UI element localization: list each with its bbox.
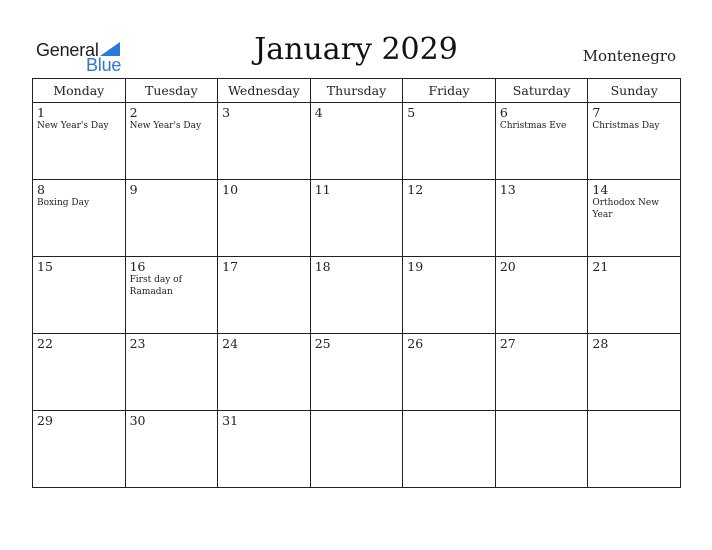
day-number: 30	[129, 413, 146, 428]
day-number: 10	[222, 182, 239, 197]
day-cell	[218, 257, 311, 334]
weekday-header: Wednesday	[218, 79, 311, 103]
day-cell	[403, 103, 496, 180]
day-number: 21	[592, 259, 609, 274]
day-cell	[588, 411, 681, 488]
day-number: 16	[129, 259, 146, 274]
day-cell	[218, 180, 311, 257]
day-cell	[125, 411, 218, 488]
week-row	[33, 411, 681, 488]
day-number: 6	[499, 105, 508, 120]
day-number: 14	[592, 182, 609, 197]
day-number: 22	[37, 336, 53, 351]
holiday-label: New Year's Day	[37, 121, 109, 131]
day-cell	[403, 411, 496, 488]
day-cell	[588, 334, 681, 411]
day-cell	[310, 334, 403, 411]
day-cell	[33, 103, 126, 180]
day-cell	[33, 411, 126, 488]
day-cell	[125, 103, 218, 180]
day-number: 25	[314, 336, 331, 351]
day-cell	[218, 411, 311, 488]
day-cell	[33, 334, 126, 411]
calendar-title: January 2029	[254, 32, 458, 67]
day-number: 2	[129, 105, 138, 120]
day-cell	[218, 103, 311, 180]
day-number: 26	[407, 336, 424, 351]
day-cell	[403, 334, 496, 411]
day-cell	[588, 103, 681, 180]
holiday-label: Christmas Day	[592, 121, 660, 131]
day-number: 23	[129, 336, 146, 351]
calendar-grid	[32, 78, 681, 488]
day-number: 28	[592, 336, 609, 351]
day-cell	[495, 334, 588, 411]
holiday-label: Christmas Eve	[499, 121, 567, 131]
holiday-label: Orthodox New Year	[592, 198, 659, 220]
day-number: 27	[499, 336, 516, 351]
day-number: 7	[592, 105, 601, 120]
day-number: 24	[222, 336, 239, 351]
day-number: 1	[37, 105, 45, 120]
day-cell	[495, 257, 588, 334]
day-cell	[403, 257, 496, 334]
day-cell	[310, 411, 403, 488]
day-number: 15	[37, 259, 53, 274]
week-row	[33, 334, 681, 411]
day-number: 11	[314, 182, 331, 197]
day-number: 19	[407, 259, 424, 274]
day-cell	[33, 257, 126, 334]
weekday-header: Thursday	[310, 79, 403, 103]
day-cell	[588, 180, 681, 257]
day-cell	[125, 180, 218, 257]
day-number: 31	[222, 413, 239, 428]
day-number: 8	[37, 182, 45, 197]
week-row	[33, 257, 681, 334]
weekday-header: Sunday	[588, 79, 681, 103]
holiday-label: New Year's Day	[129, 121, 202, 131]
day-number: 12	[407, 182, 424, 197]
day-number: 3	[222, 105, 231, 120]
day-number: 5	[407, 105, 416, 120]
week-row	[33, 180, 681, 257]
day-number: 29	[37, 413, 53, 428]
day-number: 4	[314, 105, 323, 120]
day-cell	[125, 257, 218, 334]
day-cell	[310, 257, 403, 334]
day-number: 18	[314, 259, 331, 274]
logo-text-general: General	[36, 40, 99, 60]
weekday-header: Saturday	[495, 79, 588, 103]
day-number: 17	[222, 259, 239, 274]
weekday-header: Friday	[403, 79, 496, 103]
day-number: 20	[499, 259, 516, 274]
day-cell	[310, 180, 403, 257]
day-cell	[403, 180, 496, 257]
week-row	[33, 103, 681, 180]
day-cell	[588, 257, 681, 334]
day-number: 9	[129, 182, 138, 197]
day-cell	[33, 180, 126, 257]
day-cell	[125, 334, 218, 411]
country-label: Montenegro	[582, 47, 676, 65]
day-cell	[495, 103, 588, 180]
day-number: 13	[499, 182, 516, 197]
weekday-header-row	[33, 79, 681, 103]
holiday-label: Boxing Day	[37, 198, 90, 208]
day-cell	[495, 411, 588, 488]
day-cell	[310, 103, 403, 180]
logo-text-blue: Blue	[86, 55, 122, 75]
weekday-header: Monday	[33, 79, 126, 103]
weekday-header: Tuesday	[125, 79, 218, 103]
day-cell	[218, 334, 311, 411]
day-cell	[495, 180, 588, 257]
holiday-label: First day of Ramadan	[129, 275, 182, 297]
